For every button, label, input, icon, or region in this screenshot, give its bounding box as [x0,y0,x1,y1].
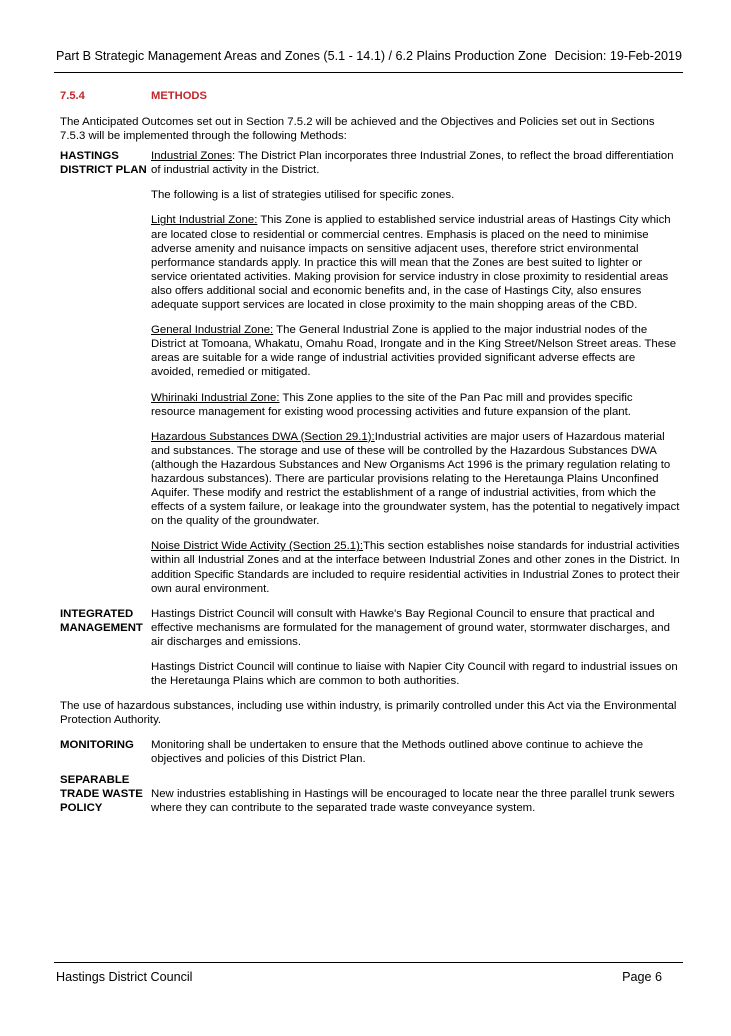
monitoring-label: MONITORING [60,739,134,752]
trade-waste-text: New industries establishing in Hastings will be encouraged to locate near the three parallel trunk sewers where they can contribute to the separated trade waste conveyance system. [151,787,675,814]
trade-waste-block [60,773,680,815]
integrated-label: INTEGRATED MANAGEMENT [60,607,143,634]
header-decision-date: Decision: 19-Feb-2019 [554,49,682,63]
industrial-zones-heading: Industrial Zones [151,150,233,163]
light-industrial-paragraph: Light Industrial Zone: This Zone is applied to established service industrial areas of Hastings City which are located close to residential or commercial centres. Emphasis is placed on the need to minimise adverse amenity and nuisance impacts on sensitive adjacent uses, therefore strict environmental performance standards apply. In practice this will mean that the Zones are best suited to lighter or service orientated activities. Making provision for service industry in close proximity to residential areas also offers additional social and economic benefits and, in the case of Hastings City, also ensures adequate support services are located in close proximity to the main shopping areas of the CBD. [151,214,671,312]
hastings-label: HASTINGS DISTRICT PLAN [60,150,147,177]
footer-divider [54,962,683,963]
noise-heading: Noise District Wide Activity (Section 25.1): [151,540,364,553]
whirinaki-paragraph: Whirinaki Industrial Zone: This Zone applies to the site of the Pan Pac mill and provides specific resource management for existing wood processing activities and future expansion of the plant. [151,391,633,418]
header-divider [54,72,683,73]
whirinaki-heading: Whirinaki Industrial Zone: [151,391,280,404]
header-title: Part B Strategic Management Areas and Zones (5.1 - 14.1) / 6.2 Plains Production Zone [56,49,547,63]
section-number: 7.5.4 [60,90,85,102]
integrated-management-block [60,607,680,688]
noise-paragraph: Noise District Wide Activity (Section 25.1):This section establishes noise standards for industrial activities within all Industrial Zones and at the interface between Industrial Zones and other zones in the District. In addition Specific Standards are included to require residential activities in Industrial Zones to protect their own aural environment. [151,540,680,595]
hazardous-substances-heading: Hazardous Substances DWA (Section 29.1): [151,430,375,443]
section-title: METHODS [151,90,207,102]
light-industrial-heading: Light Industrial Zone: [151,214,258,227]
page-number: Page 6 [622,970,662,984]
monitoring-text: Monitoring shall be undertaken to ensure that the Methods outlined above continue to achieve the objectives and policies of this District Plan. [151,739,644,766]
trade-waste-label: SEPARABLE TRADE WASTE POLICY [60,773,143,814]
hazardous-note: The use of hazardous substances, including use within industry, is primarily controlled under this Act via the Environmental Protection Authority. [60,700,677,727]
general-industrial-paragraph: General Industrial Zone: The General Industrial Zone is applied to the major industrial nodes of the District at Tomoana, Whakatu, Omahu Road, Irongate and in the King Street/Nelson Street areas. These areas are suitable for a wide range of industrial activities provided significant adverse effects are avoided, remedied or mitigated. [151,324,677,379]
page-header [56,49,682,63]
hazardous-substances-paragraph: Hazardous Substances DWA (Section 29.1):Industrial activities are major users of Hazardous material and substances. The storage and use of these will be controlled by the Hazardous Substances DWA (although the Hazardous Substances and New Organisms Act 1996 is the primary regulation relating to hazardous substances). There are particular provisions relating to the Heretaunga Plains Unconfined Aquifer. These modify and restrict the establishment of a range of industrial activities, from which the effects of a system failure, or leakage into the groundwater system, has the potential to negatively impact on the quality of the groundwater. [151,430,680,528]
industrial-zones-paragraph: Industrial Zones: The District Plan incorporates three Industrial Zones, to reflect the broad differentiation of industrial activity in the District. [151,150,674,177]
page-footer [56,970,662,984]
integrated-paragraph-2: Hastings District Council will continue to liaise with Napier City Council with regard to industrial issues on the Heretaunga Plains which are common to both authorities. [151,661,678,688]
integrated-paragraph-1: Hastings District Council will consult with Hawke's Bay Regional Council to ensure that practical and effective mechanisms are formulated for the management of ground water, stormwater discharges, and air discharges and emissions. [151,607,670,648]
footer-organisation: Hastings District Council [56,970,193,984]
general-industrial-heading: General Industrial Zone: [151,324,274,337]
document-body [60,89,680,826]
monitoring-block [60,738,680,766]
strategies-intro: The following is a list of strategies utilised for specific zones. [151,189,455,202]
intro-paragraph: The Anticipated Outcomes set out in Section 7.5.2 will be achieved and the Objectives and Policies set out in Sections 7.5.3 will be implemented through the following Methods: [60,116,655,143]
hastings-district-plan-block [60,149,680,596]
section-heading [60,89,680,103]
